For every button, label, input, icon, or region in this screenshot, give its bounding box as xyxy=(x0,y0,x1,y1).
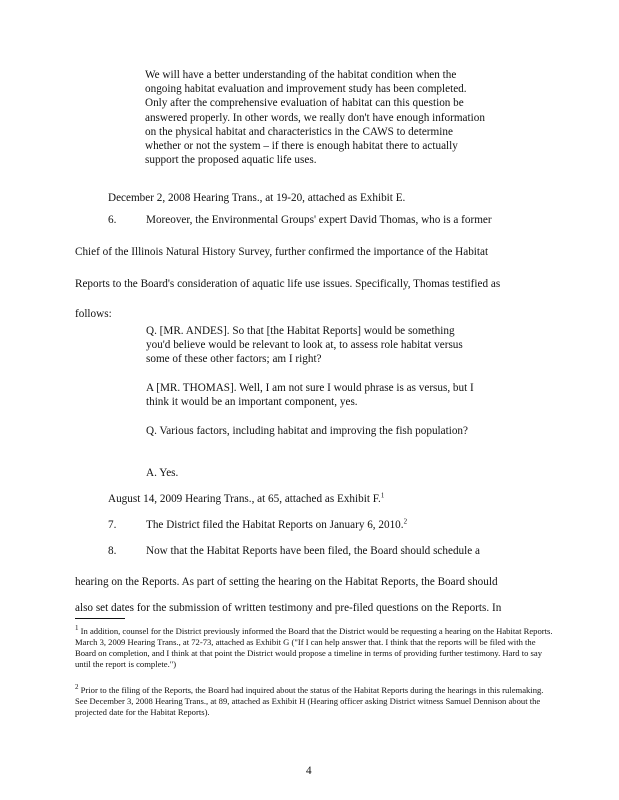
para-8-line-2: hearing on the Reports. As part of setting the hearing on the Habitat Reports, the Board should xyxy=(75,576,498,588)
para-6-line-3: Reports to the Board's consideration of aquatic life use issues. Specifically, Thomas testified as xyxy=(75,278,501,290)
footnote-1: $^1$ In addition, counsel for the District previously informed the Board that the District would be requesting a hearing on the Habitat Reports. March 3, 2009 Hearing Trans., at 72-73, attached as Exhibit G ("If I can help answer that. I think that the reports will be filed with the Board on completion, and I think at that point the District would propose a timeline in terms of providing further testimony. Hard to say until the report is complete.") xyxy=(75,624,553,669)
qa-question-2: Q. Various factors, including habitat and improving the fish population? xyxy=(146,425,468,437)
qa-question-1: Q. [MR. ANDES]. So that [the Habitat Reports] would be something you'd believe would be relevant to look at, to assess role habitat versus some of these other factors; am I right? xyxy=(146,325,463,366)
para-6-line-2: Chief of the Illinois Natural History Survey, further confirmed the importance of the Habitat xyxy=(75,246,489,258)
para-6-line-1: Moreover, the Environmental Groups' expert David Thomas, who is a former xyxy=(146,214,492,226)
footnote-ref-1: 1 xyxy=(380,491,385,500)
footnote-2: $^2$ Prior to the filing of the Reports, the Board had inquired about the status of the Habitat Reports during the hearings in this rulemaking. See December 3, 2008 Hearing Trans., at 89, attached as Exhibit H (Hearing officer asking District witness Samuel Dennison about the projected date for the Habitat Reports). xyxy=(75,683,544,717)
page-number: 4 xyxy=(306,765,312,777)
citation-exhibit-e: December 2, 2008 Hearing Trans., at 19-20, attached as Exhibit E. xyxy=(108,192,406,204)
citation-exhibit-f: August 14, 2009 Hearing Trans., at 65, attached as Exhibit F.$^1$ xyxy=(108,491,385,505)
para-8-line-3: also set dates for the submission of written testimony and pre-filed questions on the Reports. In xyxy=(75,602,502,614)
footnote-ref-2: 2 xyxy=(403,517,408,526)
qa-answer-2: A. Yes. xyxy=(146,467,179,479)
para-8-number: 8. xyxy=(108,545,117,557)
para-7-text: The District filed the Habitat Reports on January 6, 2010.$^2$ xyxy=(146,517,408,531)
para-6-number: 6. xyxy=(108,214,117,226)
footnote-2-mark: 2 xyxy=(75,683,79,692)
para-6-line-4: follows: xyxy=(75,308,112,320)
qa-answer-1: A [MR. THOMAS]. Well, I am not sure I would phrase is as versus, but I think it would be an important component, yes. xyxy=(146,382,474,409)
para-7-number: 7. xyxy=(108,519,117,531)
block-quote-1: We will have a better understanding of the habitat condition when the ongoing habitat evaluation and improvement study has been completed. Only after the comprehensive evaluation of habitat can this question be answered properly. In other words, we really don't have enough information on the physical habitat and characteristics in the CAWS to determine whether or not the system – if there is enough habitat there to actually support the proposed aquatic life uses. xyxy=(145,69,485,167)
footnote-separator xyxy=(75,618,125,619)
footnote-1-mark: 1 xyxy=(75,624,79,633)
para-8-line-1: Now that the Habitat Reports have been filed, the Board should schedule a xyxy=(146,545,480,557)
